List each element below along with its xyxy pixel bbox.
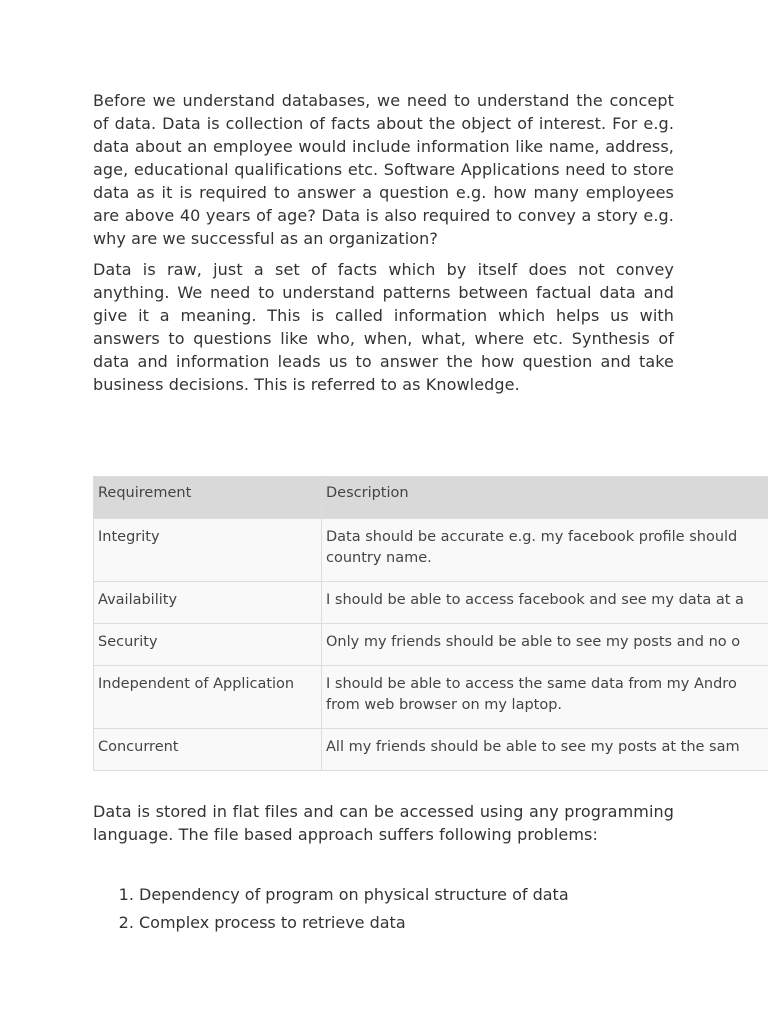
table-header-row (94, 477, 768, 519)
table-row (94, 666, 768, 729)
list-item: 1. Dependency of program on physical structure of data (139, 881, 699, 909)
paragraph-information-knowledge: Data is raw, just a set of facts which by itself does not convey anything. We need to understand patterns between factual data and give it a meaning. This is called information which helps us with answers to questions like who, when, what, where etc. Synthesis of data and information leads us to answer the how question and take business decisions. This is referred to as Knowledge. (93, 260, 674, 394)
paragraph-flat-files: Data is stored in flat files and can be accessed using any programming language. The file based approach suffers following problems: (93, 802, 674, 844)
description-line: from web browser on my laptop. (326, 697, 563, 713)
list-item: 2. Complex process to retrieve data (139, 909, 699, 937)
cell-description (322, 666, 768, 729)
table-row (94, 729, 768, 771)
cell-description (322, 624, 768, 666)
header-description: Description (322, 477, 768, 519)
cell-requirement: Concurrent (94, 729, 322, 771)
description-line: I should be able to access the same data from my Andro (326, 676, 737, 692)
cell-requirement: Independent of Application (94, 666, 322, 729)
table-row (94, 624, 768, 666)
cell-requirement: Availability (94, 582, 322, 624)
table-row (94, 582, 768, 624)
cell-description (322, 729, 768, 771)
paragraph-data-definition: Before we understand databases, we need to understand the concept of data. Data is collection of facts about the object of interest. For e.g. data about an employee would include information like name, address, age, educational qualifications etc. Software Applications need to store data as it is required to answer a question e.g. how many employees are above 40 years of age? Data is also required to convey a story e.g. why are we successful as an organization? (93, 91, 674, 248)
description-line: All my friends should be able to see my posts at the sam (326, 739, 740, 755)
description-line: Data should be accurate e.g. my facebook profile should (326, 529, 738, 545)
table-row (94, 519, 768, 582)
description-line: I should be able to access facebook and see my data at a (326, 592, 744, 608)
requirements-table-container (93, 476, 768, 771)
cell-requirement: Security (94, 624, 322, 666)
problems-list (93, 881, 699, 937)
cell-requirement: Integrity (94, 519, 322, 582)
description-line: Only my friends should be able to see my posts and no o (326, 634, 741, 650)
cell-description (322, 582, 768, 624)
intro-section (93, 89, 674, 396)
cell-description (322, 519, 768, 582)
requirements-table (93, 476, 768, 771)
header-requirement: Requirement (94, 477, 322, 519)
description-line: country name. (326, 550, 432, 566)
